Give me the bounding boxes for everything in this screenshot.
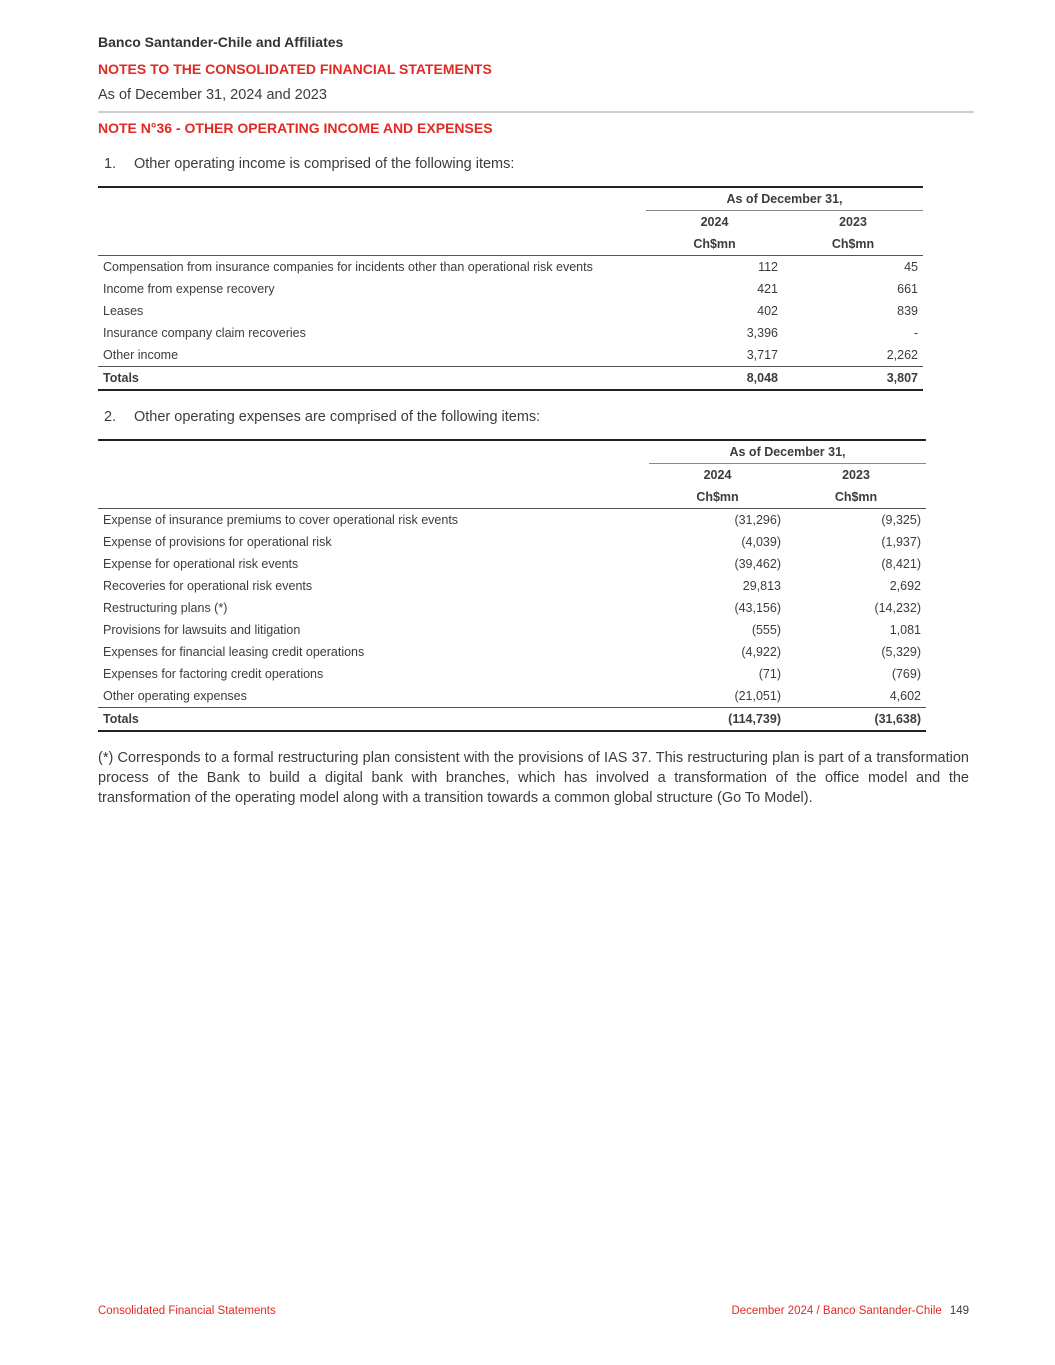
- totals-value-2024: (114,739): [649, 708, 786, 732]
- expenses-col-2023: 2023: [842, 468, 870, 482]
- table-row: [98, 575, 926, 597]
- table-row: [98, 344, 923, 367]
- income-col-2023: 2023: [839, 215, 867, 229]
- row-value-2024: (555): [751, 623, 781, 637]
- expenses-unit-2023: Ch$mn: [786, 486, 926, 509]
- totals-row: [98, 708, 926, 732]
- row-value-2024: 112: [758, 260, 778, 274]
- expenses-col-2024: 2024: [703, 468, 732, 482]
- header-divider: [98, 111, 974, 113]
- section2-number: 2.: [104, 409, 117, 425]
- table-row: [98, 509, 926, 532]
- row-value-2024: 3,396: [746, 326, 778, 340]
- row-label: Other income: [103, 348, 179, 362]
- section2-intro-text: Other operating expenses are comprised of the following items:: [134, 409, 541, 425]
- row-value-2023: (9,325): [881, 513, 921, 527]
- row-value-2023: (769): [891, 667, 921, 681]
- row-value-2024: (39,462): [734, 557, 781, 571]
- row-value-2023: 2,692: [889, 579, 921, 593]
- row-value-2023: 4,602: [889, 689, 921, 703]
- totals-row: [98, 367, 923, 391]
- row-value-2024: (4,039): [741, 535, 781, 549]
- as-of-date: As of December 31, 2024 and 2023: [98, 87, 327, 103]
- row-value-2024: (71): [758, 667, 781, 681]
- income-unit-2023: Ch$mn: [783, 233, 923, 256]
- row-value-2023: (5,329): [881, 645, 921, 659]
- table-row: [98, 531, 926, 553]
- income-table-group-header: As of December 31,: [646, 187, 923, 211]
- table-row: [98, 553, 926, 575]
- row-value-2024: 421: [757, 282, 778, 296]
- company-name: Banco Santander-Chile and Affiliates: [98, 34, 344, 50]
- table-row: [98, 663, 926, 685]
- row-label: Expense of provisions for operational risk: [103, 535, 332, 549]
- row-value-2024: (21,051): [734, 689, 781, 703]
- row-value-2023: (14,232): [874, 601, 921, 615]
- row-value-2024: 402: [757, 304, 778, 318]
- row-value-2023: 839: [897, 304, 918, 318]
- row-value-2023: -: [913, 326, 918, 340]
- row-value-2023: (8,421): [881, 557, 921, 571]
- section2-intro: [98, 409, 540, 425]
- row-label: Restructuring plans (*): [103, 601, 228, 615]
- row-label: Expense for operational risk events: [103, 557, 299, 571]
- totals-label: Totals: [98, 367, 646, 391]
- row-value-2023: 661: [897, 282, 918, 296]
- row-value-2024: 3,717: [746, 348, 778, 362]
- row-value-2024: 29,813: [742, 579, 781, 593]
- row-value-2024: (4,922): [741, 645, 781, 659]
- section1-number: 1.: [104, 156, 117, 172]
- income-unit-2024: Ch$mn: [646, 233, 783, 256]
- table-row: [98, 322, 923, 344]
- table-row: [98, 641, 926, 663]
- row-value-2023: 2,262: [886, 348, 918, 362]
- expenses-table-group-header: As of December 31,: [649, 440, 926, 464]
- row-label: Expenses for factoring credit operations: [103, 667, 324, 681]
- section1-intro: [98, 156, 514, 172]
- row-label: Income from expense recovery: [103, 282, 275, 296]
- table-row: [98, 256, 923, 279]
- row-label: Provisions for lawsuits and litigation: [103, 623, 301, 637]
- totals-value-2023: (31,638): [786, 708, 926, 732]
- footer-left: Consolidated Financial Statements: [98, 1305, 276, 1317]
- totals-value-2023: 3,807: [783, 367, 923, 391]
- income-table: [98, 186, 923, 391]
- notes-title: NOTES TO THE CONSOLIDATED FINANCIAL STATEMENTS: [98, 61, 492, 77]
- row-label: Insurance company claim recoveries: [103, 326, 306, 340]
- row-value-2023: (1,937): [881, 535, 921, 549]
- footnote: (*) Corresponds to a formal restructuring plan consistent with the provisions of IAS 37. This restructuring plan is part of a transformation process of the Bank to build a digital bank with branches, which has involved a transformation of the office model and the transformation of the operating model along with a transition towards a common global structure (Go To Model).: [98, 750, 969, 806]
- table-row: [98, 685, 926, 708]
- footer-right-text: December 2024 / Banco Santander-Chile: [731, 1305, 942, 1317]
- income-col-2024: 2024: [700, 215, 729, 229]
- totals-value-2024: 8,048: [646, 367, 783, 391]
- table-row: [98, 278, 923, 300]
- footer-right: [731, 1305, 969, 1317]
- row-label: Leases: [103, 304, 144, 318]
- row-label: Expenses for financial leasing credit operations: [103, 645, 365, 659]
- row-label: Expense of insurance premiums to cover operational risk events: [103, 513, 459, 527]
- row-label: Other operating expenses: [103, 689, 247, 703]
- note-title: NOTE N°36 - OTHER OPERATING INCOME AND EXPENSES: [98, 120, 493, 136]
- row-value-2024: (43,156): [734, 601, 781, 615]
- totals-label: Totals: [98, 708, 649, 732]
- expenses-unit-2024: Ch$mn: [649, 486, 786, 509]
- expenses-table: [98, 439, 926, 732]
- table-row: [98, 597, 926, 619]
- row-label: Compensation from insurance companies for incidents other than operational risk events: [103, 260, 593, 274]
- table-row: [98, 619, 926, 641]
- page-number: 149: [949, 1305, 969, 1317]
- row-value-2023: 1,081: [889, 623, 921, 637]
- row-label: Recoveries for operational risk events: [103, 579, 313, 593]
- table-row: [98, 300, 923, 322]
- section1-intro-text: Other operating income is comprised of the following items:: [134, 156, 515, 172]
- row-value-2023: 45: [904, 260, 918, 274]
- row-value-2024: (31,296): [734, 513, 781, 527]
